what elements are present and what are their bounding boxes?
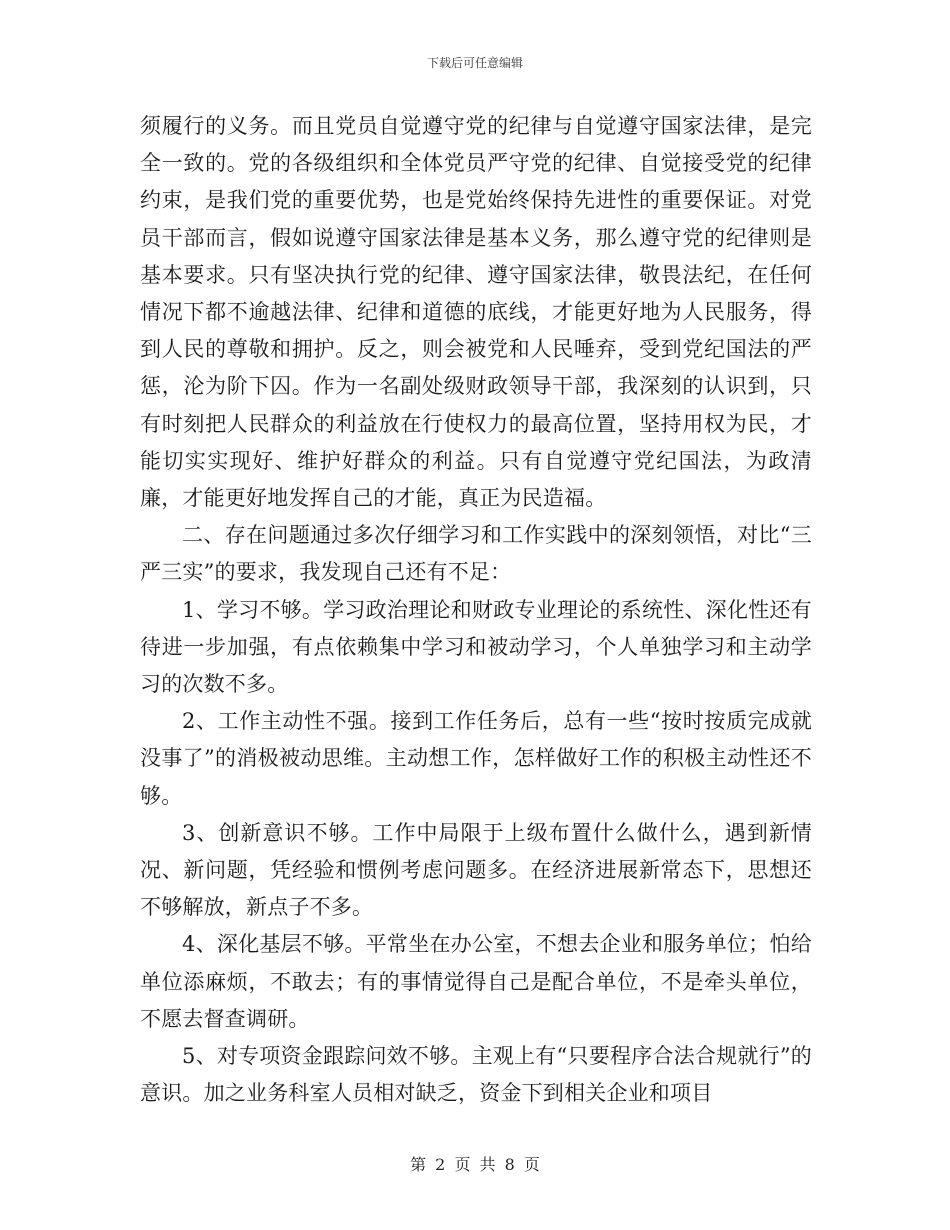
- paragraph-item-5: 5、对专项资金跟踪问效不够。主观上有“只要程序合法合规就行”的意识。加之业务科室人员相对缺乏，资金下到相关企业和项目: [140, 1044, 812, 1106]
- document-body: [140, 108, 812, 1112]
- paragraph-item-3: 3、创新意识不够。工作中局限于上级布置什么做什么，遇到新情况、新问题，凭经验和惯例考虑问题多。在经济进展新常态下，思想还不够解放，新点子不多。: [140, 820, 812, 920]
- paragraph-item-4: 4、深化基层不够。平常坐在办公室，不想去企业和服务单位；怕给单位添麻烦，不敢去；有的事情觉得自己是配合单位，不是牵头单位，不愿去督查调研。: [140, 932, 812, 1031]
- paragraph-continuation: 须履行的义务。而且党员自觉遵守党的纪律与自觉遵守国家法律，是完全一致的。党的各级组织和全体党员严守党的纪律、自觉接受党的纪律约束，是我们党的重要优势，也是党始终保持先进性的重要保证。对党员干部而言，假如说遵守国家法律是基本义务，那么遵守党的纪律则是基本要求。只有坚决执行党的纪律、遵守国家法律，敬畏法纪，在任何情况下都不逾越法律、纪律和道德的底线，才能更好地为人民服务，得到人民的尊敬和拥护。反之，则会被党和人民唾弃，受到党纪国法的严惩，沦为阶下囚。作为一名副处级财政领导干部，我深刻的认识到，只有时刻把人民群众的利益放在行使权力的最高位置，坚持用权为民，才能切实实现好、维护好群众的利益。只有自觉遵守党纪国法，为政清廉，才能更好地发挥自己的才能，真正为民造福。: [140, 114, 812, 511]
- paragraph-section-heading: 二、存在问题通过多次仔细学习和工作实践中的深刻领悟，对比“三严三实”的要求，我发现自己还有不足：: [140, 523, 812, 585]
- page-number-footer: 第 2 页 共 8 页: [410, 1155, 540, 1174]
- paragraph-item-2: 2、工作主动性不强。接到工作任务后，总有一些“按时按质完成就没事了”的消极被动思维。主动想工作，怎样做好工作的积极主动性还不够。: [140, 709, 812, 808]
- page-header: 下载后可任意编辑: [426, 56, 523, 70]
- paragraph-item-1: 1、学习不够。学习政治理论和财政专业理论的系统性、深化性还有待进一步加强，有点依赖集中学习和被动学习，个人单独学习和主动学习的次数不多。: [140, 597, 812, 697]
